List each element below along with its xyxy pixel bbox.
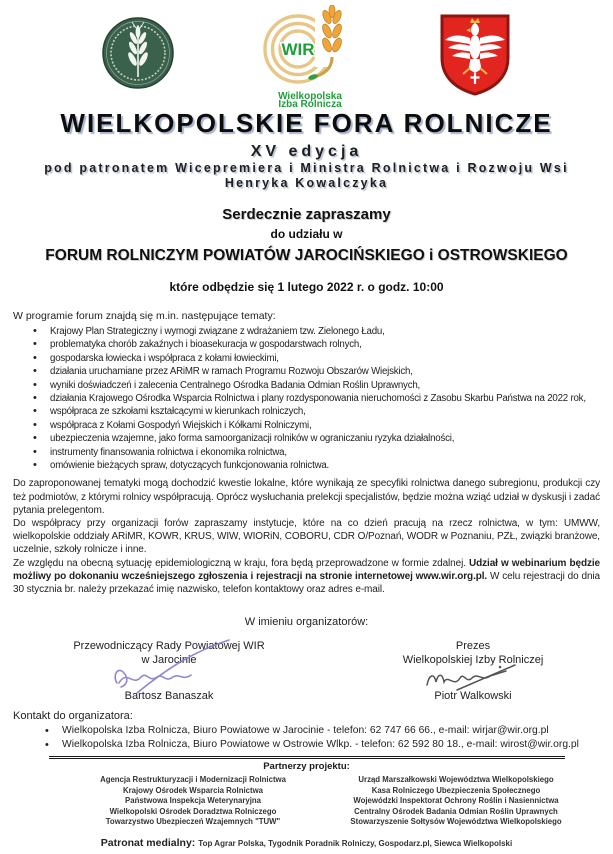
program-topic: • omówienie bieżących spraw, dotyczących funkcjonowania rolnictwa.: [13, 459, 600, 472]
partners-column-right: [300, 775, 612, 827]
wir-logo: [254, 5, 366, 110]
signature-left: [19, 667, 319, 690]
media-patronage: [0, 833, 613, 851]
media-patronage-text: Top Agrar Polska, Tygodnik Poradnik Rolniczy, Gospodarz.pl, Siewca Wielkopolski: [198, 839, 513, 849]
signatory-left-title-2: w Jarocinie: [141, 653, 197, 666]
paragraph-institutions: Do współpracy przy organizacji forów zapraszamy instytucje, które na co dzień pracują na rzecz rolnictwa, w tym: UMWW, wielkopolskie oddziały ARiMR, KOWR, KRUS, WIW, WIORiN, COBORU, CDR O/Poznań, WODR w Poznaniu, PZŁ, związki branżowe, uczelnie, szkoły rolnicze i inne.: [13, 518, 600, 556]
partner-item: Państwowa Inspekcja Weterynaryjna: [125, 796, 261, 806]
wielkopolska-coat-of-arms: [437, 12, 513, 98]
topics-list: [13, 325, 600, 472]
signature-right: [323, 667, 613, 690]
invitation-connector: do udziału w: [270, 227, 343, 241]
program-topic: • ubezpieczenia wzajemne, jako forma samoorganizacji rolników w ograniczaniu ryzyka działalności,: [13, 432, 600, 445]
patronage-line-1: pod patronatem Wicepremiera i Ministra Rolnictwa i Rozwoju Wsi: [44, 161, 569, 175]
partner-item: Wojewódzki Inspektorat Ochrony Roślin i Nasiennictwa: [353, 796, 559, 806]
signatory-right-title-2: Wielkopolskiej Izby Rolniczej: [402, 653, 544, 666]
partner-item: Agencja Restrukturyzacji i Modernizacji Rolnictwa: [100, 775, 286, 785]
wir-caption-line1: Wielkopolska: [278, 91, 342, 102]
program-section: [13, 310, 600, 472]
divider-line: [49, 756, 565, 759]
partner-item: Towarzystwo Ubezpieczeń Wzajemnych "TUW": [105, 816, 281, 826]
signatory-right: [323, 640, 613, 704]
forum-title: FORUM ROLNICZYM POWIATÓW JAROCIŃSKIEGO i OSTROWSKIEGO: [45, 247, 568, 264]
program-topic: • problematyka chorób zakaźnych i bioasekuracja w gospodarstwach rolnych,: [13, 338, 600, 351]
partner-item: Kasa Rolniczego Ubezpieczenia Społecznego: [371, 785, 541, 795]
event-date: które odbędzie się 1 lutego 2022 r. o godz. 10:00: [169, 280, 444, 294]
invitation-greeting: Serdecznie zapraszamy: [222, 206, 391, 223]
partners-columns: [0, 775, 613, 827]
signature-columns: [0, 640, 613, 704]
body-paragraphs: [13, 477, 600, 596]
program-topic: • Krajowy Plan Strategiczny i wymogi związane z wdrażaniem tzw. Zielonego Ładu,: [13, 325, 600, 338]
partner-item: Urząd Marszałkowski Województwa Wielkopolskiego: [358, 775, 554, 785]
program-topic: • działania uruchamiane przez ARiMR w ramach Programu Rozwoju Obszarów Wiejskich,: [13, 365, 600, 378]
ministry-of-agriculture-logo: [101, 16, 175, 90]
program-topic: • gospodarska łowiecka i współpraca z kołami łowieckimi,: [13, 352, 600, 365]
contact-list: [13, 724, 600, 752]
paragraph-remote-format: Ze względu na obecną sytuację epidemiologiczną w kraju, fora będą przeprowadzone w formie zdalnej. Udział w webinarium będzie możliwy po dokonaniu wcześniejszego zgłoszenia i rejestracji na stronie internetowej www.wir.org.pl. W celu rejestracji do dnia 30 stycznia br. należy przekazać imię nazwisko, telefon kontaktowy oraz adres e-mail.: [13, 557, 600, 596]
signatory-left-name: Bartosz Banaszak: [124, 690, 214, 703]
logo-row: [0, 0, 613, 110]
signatory-left: [19, 640, 319, 704]
wir-acronym: WIR: [281, 40, 315, 59]
organizers-heading: W imieniu organizatorów:: [244, 616, 369, 629]
signatory-right-name: Piotr Walkowski: [434, 690, 512, 703]
contact-item: • Wielkopolska Izba Rolnicza, Biuro Powiatowe w Ostrowie Wlkp. - telefon: 62 592 80 18., e-mail: wirost@wir.org.pl: [13, 738, 600, 752]
invitation-block: [0, 206, 613, 294]
registration-notice: Udział w webinarium będzie możliwy po dokonaniu wcześniejszego zgłoszenia i rejestracji na stronie internetowej www.wir.org.pl.: [13, 557, 600, 582]
program-topic: • współpraca ze szkołami kształcącymi w kierunkach rolniczych,: [13, 405, 600, 418]
eagle-shield-icon: [437, 12, 513, 98]
signatory-left-title-1: Przewodniczący Rady Powiatowej WIR: [73, 640, 265, 653]
program-topic: • instrumenty finansowania rolnictwa i ekonomika rolnictwa,: [13, 446, 600, 459]
program-topic: • współpraca z Kołami Gospodyń Wiejskich i Kółkami Rolniczymi,: [13, 419, 600, 432]
partner-item: Krajowy Ośrodek Wsparcia Rolnictwa: [123, 785, 263, 795]
signatory-right-title-1: Prezes: [455, 640, 491, 653]
contact-heading: Kontakt do organizatora:: [13, 710, 133, 723]
partner-item: Centralny Ośrodek Badania Odmian Roślin Uprawnych: [354, 806, 558, 816]
patronage-line-2: Henryka Kowalczyka: [224, 176, 389, 190]
program-topic: • działania Krajowego Ośrodka Wsparcia Rolnictwa i plany rozdysponowania nieruchomości z Zasobu Skarbu Państwa na 2022 rok,: [13, 392, 600, 405]
contact-item: • Wielkopolska Izba Rolnicza, Biuro Powiatowe w Jarocinie - telefon: 62 747 66 66., e-mail: wirjar@wir.org.pl: [13, 724, 600, 738]
partner-item: Wielkopolski Ośrodek Doradztwa Rolniczego: [109, 806, 277, 816]
edition-subtitle: XV edycja: [250, 143, 363, 160]
partner-item: Stowarzyszenie Sołtysów Województwa Wielkopolskiego: [350, 816, 562, 826]
wir-wheat-icon: [258, 5, 362, 89]
media-patronage-label: Patronat medialny:: [100, 837, 196, 850]
contact-section: [13, 710, 600, 752]
paragraph-local-topics: Do zaproponowanej tematyki mogą dochodzić kwestie lokalne, które wynikają ze specyfiki rolnictwa danego subregionu, produkcji czy też podmiotów, z którymi rolnicy współpracują. Oprócz wysłuchania prelekcji specjalistów, będzie można wziąć udział w dyskusji i zadać pytania prelegentom.: [13, 478, 600, 516]
program-intro: W programie forum znajdą się m.in. następujące tematy:: [13, 310, 276, 322]
wir-caption-line2: Izba Rolnicza: [278, 99, 342, 110]
program-topic: • wyniki doświadczeń i zalecenia Centralnego Ośrodka Badania Odmian Roślin Uprawnych,: [13, 379, 600, 392]
page-title: WIELKOPOLSKIE FORA ROLNICZE: [60, 108, 553, 138]
wheat-emblem-icon: [101, 16, 175, 90]
partners-heading: Partnerzy projektu:: [263, 761, 350, 773]
